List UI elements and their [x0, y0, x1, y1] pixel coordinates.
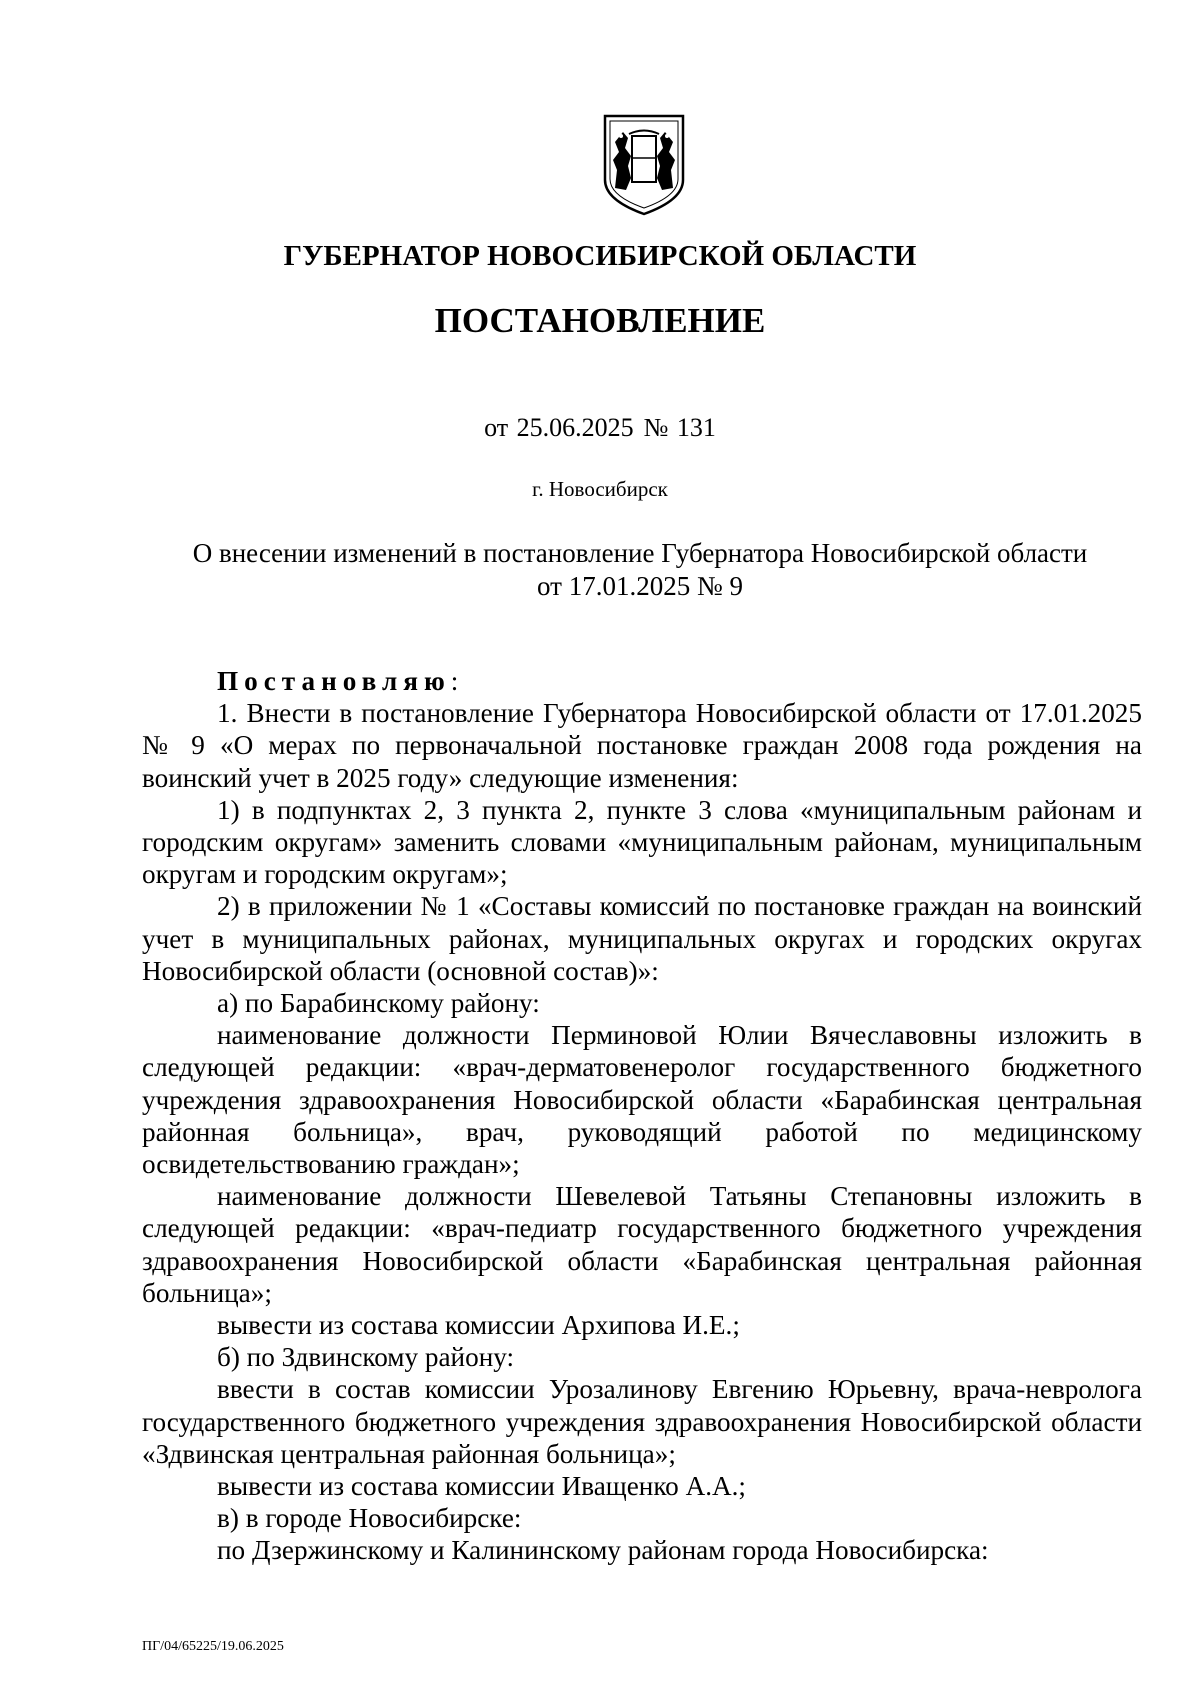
subject-line: от 17.01.2025 № 9 — [537, 571, 743, 601]
date-number-line — [0, 412, 1200, 444]
body-paragraph: по Дзержинскому и Калининскому районам города Новосибирска: — [217, 1535, 989, 1566]
document-type-title: ПОСТАНОВЛЕНИЕ — [434, 301, 766, 340]
document-subject — [160, 537, 1120, 603]
resolve-colon: : — [450, 666, 459, 696]
body-paragraph: в) в городе Новосибирске: — [217, 1503, 522, 1534]
document-date: от 25.06.2025 — [484, 413, 634, 442]
issuing-authority: ГУБЕРНАТОР НОВОСИБИРСКОЙ ОБЛАСТИ — [283, 240, 917, 272]
body-paragraph: 1) в подпунктах 2, 3 пункта 2, пункте 3 слова «муниципальным районам и городским округам» заменить словами «муниципальным районам, муниципальным округам и городским округам»; — [142, 794, 1142, 890]
subject-line: О внесении изменений в постановление Губернатора Новосибирской области — [192, 538, 1088, 568]
body-paragraph: 2) в приложении № 1 «Составы комиссий по постановке граждан на воинский учет в муниципальных районах, муниципальных округах и городских округах Новосибирской области (основной состав)»: — [142, 891, 1142, 986]
body-paragraph: 1. Внести в постановление Губернатора Новосибирской области от 17.01.2025 № 9 «О мерах по первоначальной постановке граждан 2008 года рождения на воинский учет в 2025 году» следующие изменения: — [142, 698, 1142, 793]
body-paragraph: вывести из состава комиссии Иващенко А.А.; — [217, 1471, 746, 1502]
document-number: № 131 — [643, 413, 716, 442]
body-paragraph: наименование должности Перминовой Юлии Вячеславовны изложить в следующей редакции: «врач-дерматовенеролог государственного бюджетного учреждения здравоохранения Новосибирской области «Барабинская центральная районная больница», врач, руководящий работой по медицинскому освидетельствованию граждан»; — [142, 1020, 1142, 1180]
body-paragraph: наименование должности Шевелевой Татьяны Степановны изложить в следующей редакции: «врач-педиатр государственного бюджетного учреждения здравоохранения Новосибирской области «Барабинская центральная районная больница»; — [142, 1181, 1142, 1308]
resolve-line — [142, 665, 1142, 697]
body-paragraph: ввести в состав комиссии Урозалинову Евгению Юрьевну, врача-невролога государственного бюджетного учреждения здравоохранения Новосибирской области «Здвинская центральная районная больница»; — [142, 1374, 1142, 1469]
city-line: г. Новосибирск — [532, 477, 668, 501]
document-registration-code: ПГ/04/65225/19.06.2025 — [142, 1639, 284, 1654]
document-body — [142, 665, 1142, 1567]
body-paragraph: а) по Барабинскому району: — [217, 988, 540, 1019]
coat-of-arms-icon — [601, 112, 687, 218]
body-paragraph: б) по Здвинскому району: — [217, 1342, 515, 1373]
body-paragraph: вывести из состава комиссии Архипова И.Е.; — [217, 1310, 740, 1341]
resolve-word: Постановляю — [217, 666, 451, 696]
